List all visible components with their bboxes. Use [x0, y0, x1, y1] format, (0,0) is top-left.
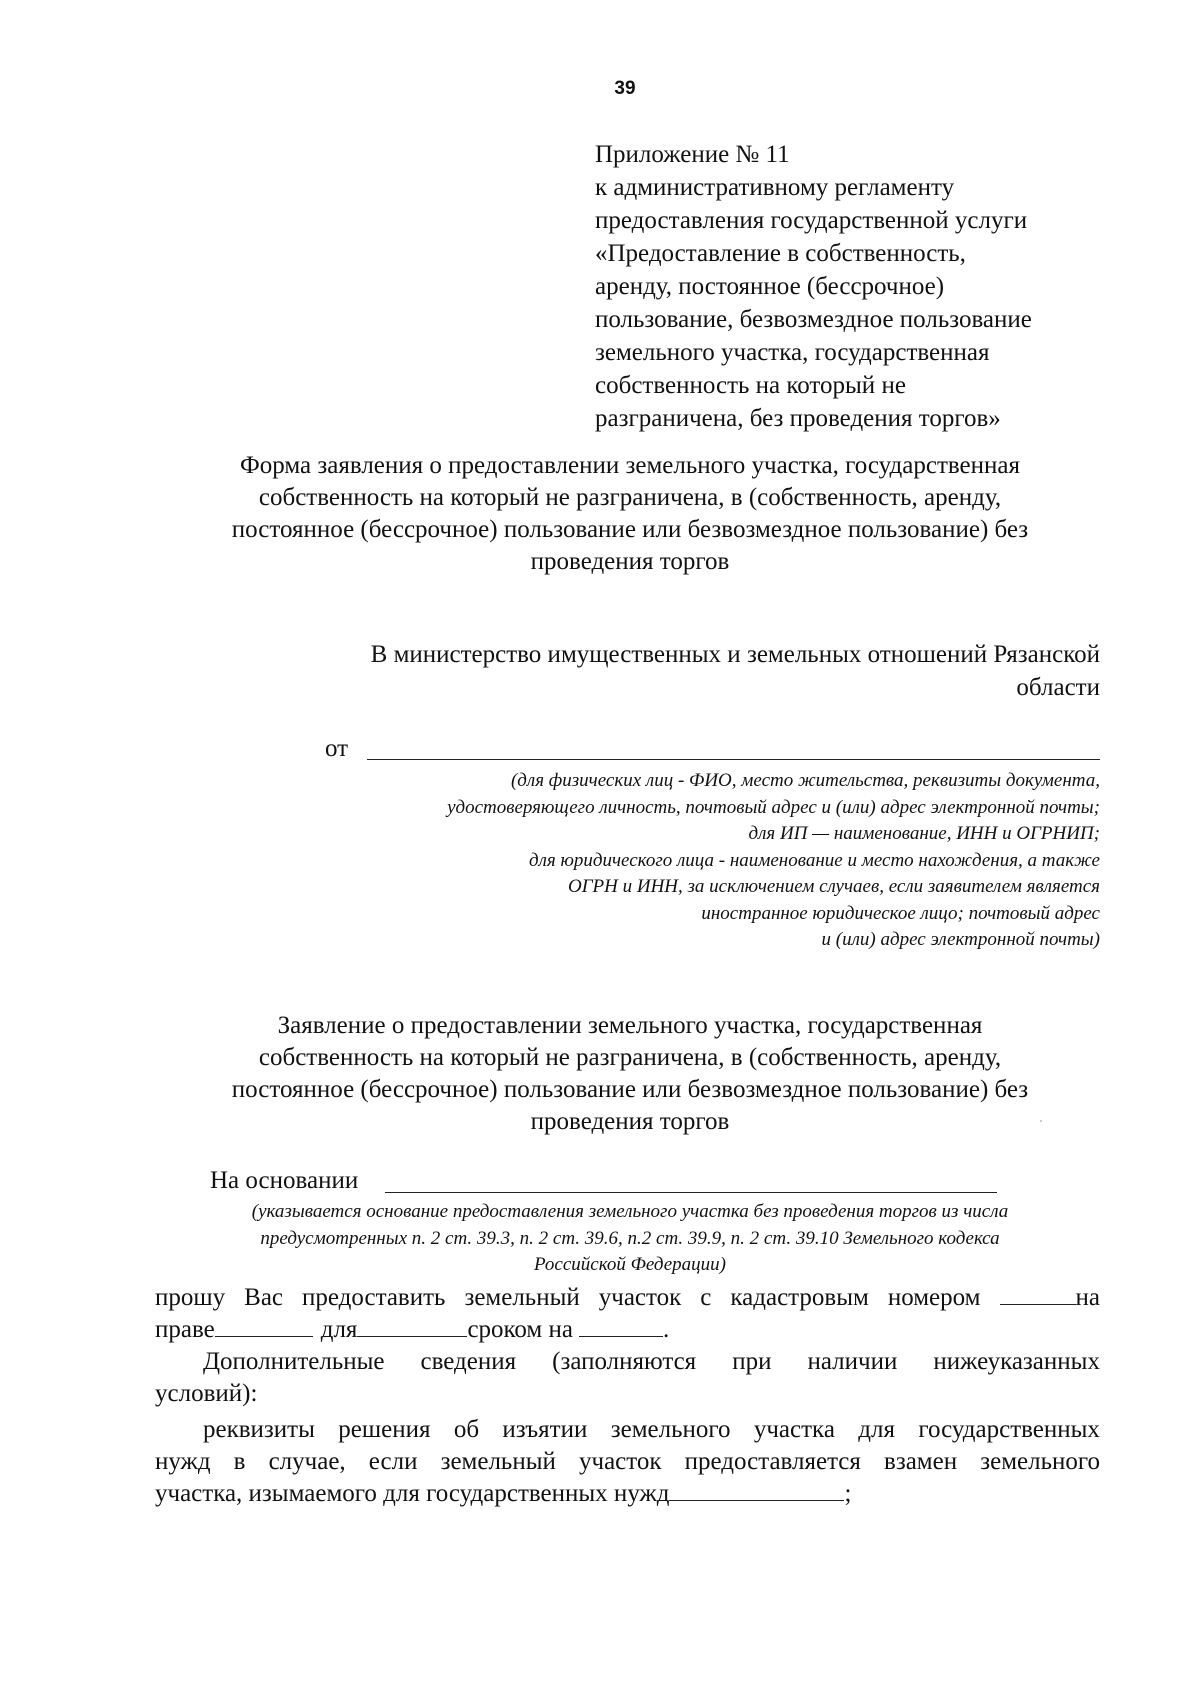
- scan-speck: [1040, 1120, 1042, 1122]
- requisites-word: если: [368, 1448, 418, 1475]
- request-word: для: [320, 1316, 358, 1343]
- addressee-line: области: [1016, 674, 1100, 701]
- additional-word: (заполняются: [552, 1348, 697, 1375]
- additional-line-2: условий):: [155, 1380, 258, 1407]
- form-title: [190, 450, 1070, 578]
- additional-word: наличии: [807, 1348, 898, 1375]
- request-word: .: [662, 1316, 670, 1343]
- request-line-2: [155, 1314, 1100, 1346]
- basis-hint-line: предусмотренных п. 2 ст. 39.3, п. 2 ст. 39.6, п.2 ст. 39.9, п. 2 ст. 39.10 Земельного кодекса: [260, 1227, 1000, 1249]
- requisites-word: об: [453, 1416, 480, 1443]
- applicant-label: от: [325, 735, 349, 762]
- statement-title-line: Заявление о предоставлении земельного участка, государственная: [277, 1012, 983, 1039]
- term-blank[interactable]: [579, 1314, 663, 1337]
- applicant-hint-line: и (или) адрес электронной почты): [821, 929, 1100, 950]
- basis-field: [210, 1165, 1010, 1199]
- request-word: на: [1075, 1284, 1100, 1311]
- request-word: сроком на: [467, 1316, 573, 1343]
- request-paragraph: [155, 1282, 1100, 1346]
- request-word: земельный: [464, 1284, 580, 1311]
- basis-label: На основании: [210, 1167, 359, 1194]
- annex-line: «Предоставление в собственность,: [595, 240, 966, 267]
- applicant-blank-line[interactable]: [367, 759, 1100, 760]
- page-number: 39: [614, 78, 636, 99]
- requisites-line-3: [155, 1478, 1100, 1510]
- form-title-line: Форма заявления о предоставлении земельного участка, государственная: [240, 452, 1020, 479]
- annex-line: к административному регламенту: [595, 174, 955, 201]
- request-word: прошу: [155, 1284, 226, 1311]
- additional-word: Дополнительные: [203, 1348, 385, 1375]
- right-type-blank[interactable]: [215, 1314, 313, 1337]
- requisites-text: участка, изымаемого для государственных нужд: [155, 1480, 670, 1507]
- requisites-word: случае,: [268, 1448, 346, 1475]
- form-title-line: собственность на который не разграничена, в (собственность, аренду,: [258, 484, 1002, 511]
- requisites-word: предоставляется: [684, 1448, 861, 1475]
- requisites-word: земельного: [980, 1448, 1100, 1475]
- requisites-line-1: [155, 1414, 1100, 1446]
- requisites-text: ;: [844, 1480, 852, 1507]
- annex-line: предоставления государственной услуги: [595, 207, 1028, 234]
- cadastral-number-blank[interactable]: [1000, 1282, 1076, 1305]
- requisites-word: для: [858, 1416, 895, 1443]
- requisites-word: участок: [579, 1448, 662, 1475]
- requisites-word: в: [233, 1448, 246, 1475]
- requisites-word: участка: [753, 1416, 835, 1443]
- additional-word: сведения: [420, 1348, 517, 1375]
- applicant-hint-line: иностранное юридическое лицо; почтовый адрес: [701, 902, 1100, 924]
- request-line-1: [155, 1282, 1100, 1314]
- basis-hint-line: (указывается основание предоставления земельного участка без проведения торгов из числа: [251, 1201, 1009, 1222]
- applicant-field: [325, 733, 1100, 767]
- basis-hint: [160, 1199, 1100, 1279]
- request-word: с: [700, 1284, 712, 1311]
- statement-title-line: проведения торгов: [530, 1108, 730, 1135]
- additional-word: нижеуказанных: [933, 1348, 1100, 1375]
- applicant-hint-line: ОГРН и ИНН, за исключением случаев, если заявителем является: [568, 876, 1100, 897]
- requisites-line-2: [155, 1446, 1100, 1478]
- requisites-word: государственных: [918, 1416, 1100, 1443]
- addressee-line: В министерство имущественных и земельных отношений Рязанской: [370, 641, 1100, 668]
- basis-blank-line[interactable]: [385, 1192, 997, 1193]
- applicant-hint-line: для ИП — наименование, ИНН и ОГРНИП;: [748, 823, 1100, 844]
- request-word: праве: [155, 1316, 215, 1343]
- request-word: кадастровым: [730, 1284, 869, 1311]
- requisites-word: изъятии: [502, 1416, 588, 1443]
- form-title-line: постоянное (бессрочное) пользование или безвозмездное пользование) без: [231, 516, 1029, 543]
- purpose-blank[interactable]: [357, 1314, 467, 1337]
- annex-line: аренду, постоянное (бессрочное): [595, 273, 945, 300]
- statement-title-line: постоянное (бессрочное) пользование или безвозмездное пользование) без: [231, 1076, 1029, 1103]
- applicant-hint: [290, 768, 1100, 954]
- annex-line: Приложение № 11: [595, 141, 790, 168]
- form-title-line: проведения торгов: [530, 548, 730, 575]
- requisites-word: взамен: [884, 1448, 958, 1475]
- additional-line-1: [155, 1346, 1100, 1378]
- applicant-hint-line: (для физических лиц - ФИО, место жительства, реквизиты документа,: [510, 770, 1100, 791]
- requisites-word: нужд: [155, 1448, 211, 1475]
- addressee: [300, 638, 1100, 704]
- annex-header: [595, 138, 1115, 435]
- requisites-word: реквизиты: [203, 1416, 315, 1443]
- seizure-decision-blank[interactable]: [669, 1478, 844, 1501]
- requisites-word: решения: [338, 1416, 431, 1443]
- request-word: участок: [598, 1284, 682, 1311]
- annex-line: разграничена, без проведения торгов»: [595, 405, 1001, 432]
- additional-word: при: [732, 1348, 772, 1375]
- annex-line: собственность на который не: [595, 372, 906, 399]
- request-word: Вас: [244, 1284, 284, 1311]
- additional-info-paragraph: [155, 1346, 1100, 1410]
- cadastral-number-group: [1000, 1282, 1100, 1314]
- statement-title-line: собственность на который не разграничена, в (собственность, аренду,: [258, 1044, 1002, 1071]
- requisites-paragraph: [155, 1414, 1100, 1510]
- requisites-word: земельный: [440, 1448, 556, 1475]
- statement-title: [190, 1010, 1070, 1138]
- annex-line: земельного участка, государственная: [595, 339, 990, 366]
- request-word: номером: [887, 1284, 981, 1311]
- applicant-hint-line: удостоверяющего личность, почтовый адрес и (или) адрес электронной почты;: [447, 796, 1100, 818]
- requisites-word: земельного: [610, 1416, 731, 1443]
- basis-hint-line: Российской Федерации): [534, 1254, 726, 1275]
- annex-line: пользование, безвозмездное пользование: [595, 306, 1032, 333]
- applicant-hint-line: для юридического лица - наименование и место нахождения, а также: [528, 849, 1100, 871]
- request-word: предоставить: [302, 1284, 446, 1311]
